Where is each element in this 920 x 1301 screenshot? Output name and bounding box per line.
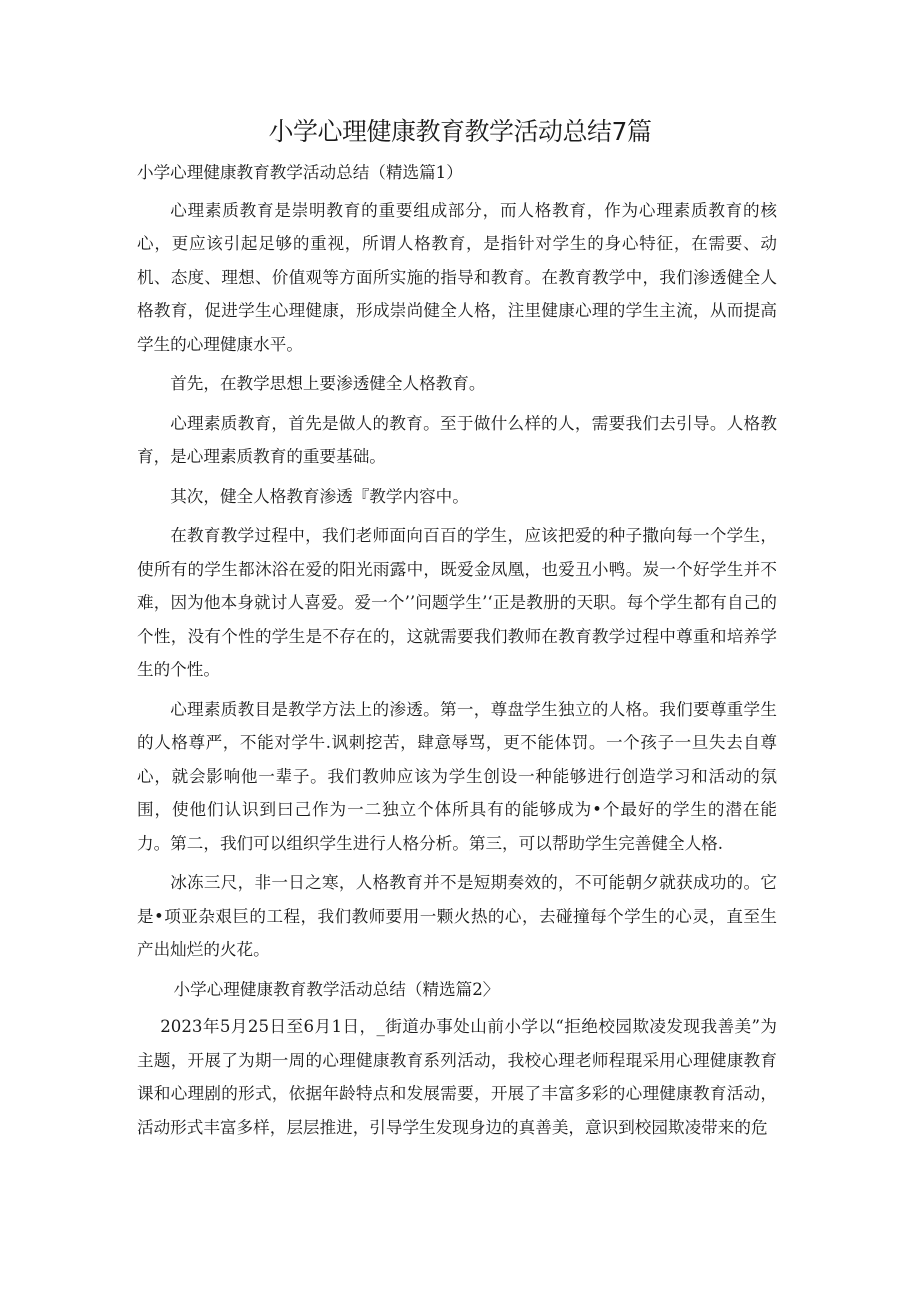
- paragraph: 其次，健全人格教育渗透『教学内容中。: [170, 486, 469, 506]
- paragraph: 冰冻三尺，非一日之寒，人格教育并不是短期奏效的，不可能朝夕就获成功的。它是•项亚杂艰巨的工程，我们教师要用一颗火热的心，去碰撞每个学生的心灵，直至生产出灿烂的火花。: [137, 873, 777, 959]
- paragraph: 在教育教学过程中，我们老师面向百百的学生，应该把爱的种子撒向每一个学生，使所有的学生都沐浴在爱的阳光雨露中，既爱金凤凰，也爱丑小鸭。炭一个好学生并不难，因为他本身就讨人喜爱。爱一个’’问题学生’‘正是教册的天职。每个学生都有自己的个性，没有个性的学生是不存在的，这就需要我们教师在教育教学过程中尊重和培养学生的个性。: [137, 526, 777, 679]
- paragraph: 心理素质教育是崇明教育的重要组成部分，而人格教育，作为心理素质教育的核心，更应该引起足够的重视，所谓人格教育，是指针对学生的身心特征，在需要、动机、态度、理想、价值观等方面所实施的指导和教育。在教育教学中，我们渗透健全人格教育，促进学生心理健康，形成崇尚健全人格，注里健康心理的学生主流，从而提高学生的心理健康水平。: [137, 200, 777, 354]
- section-heading-2: 小学心理健康教育教学活动总结（精选篇2〉: [173, 979, 500, 999]
- paragraph: 心理素质教目是教学方法上的渗透。第一，尊盘学生独立的人格。我们要尊重学生的人格尊严，不能对学牛.讽刺挖苦，肆意辱骂，更不能体罚。一个孩子一旦失去自尊心，就会影响他一辈子。我们教帅应该为学生创设一种能够进行创造学习和活动的氛围，使他们认识到曰己作为一二独立个体所具有的能够成为•个最好的学生的潜在能力。第二，我们可以组织学生进行人格分析。第三，可以帮助学生完善健全人格.: [137, 699, 777, 853]
- paragraph: 2023年5月25日至6月1日，_街道办事处山前小学以“拒绝校园欺凌发现我善美”为主题，开展了为期一周的心理健康教育系列活动，我校心理老师程琨采用心理健康教育课和心理剧的形式，依据年龄特点和发展需要，开展了丰富多彩的心理健康教育活动，活动形式丰富多样，层层推进，引导学生发现身边的真善美，意识到校园欺凌带来的危: [137, 1017, 777, 1137]
- paragraph: 心理素质教育，首先是做人的教育。至于做什么样的人，需要我们去引导。人格教育，是心理素质教育的重要基础。: [137, 413, 777, 466]
- document-title: 小学心理健康教育教学活动总结7篇: [268, 117, 652, 146]
- section-heading-1: 小学心理健康教育教学活动总结（精选篇1）: [137, 163, 463, 182]
- paragraph: 首先，在教学思想上要渗透健全人格教育。: [170, 374, 486, 393]
- document-body: [137, 156, 777, 1150]
